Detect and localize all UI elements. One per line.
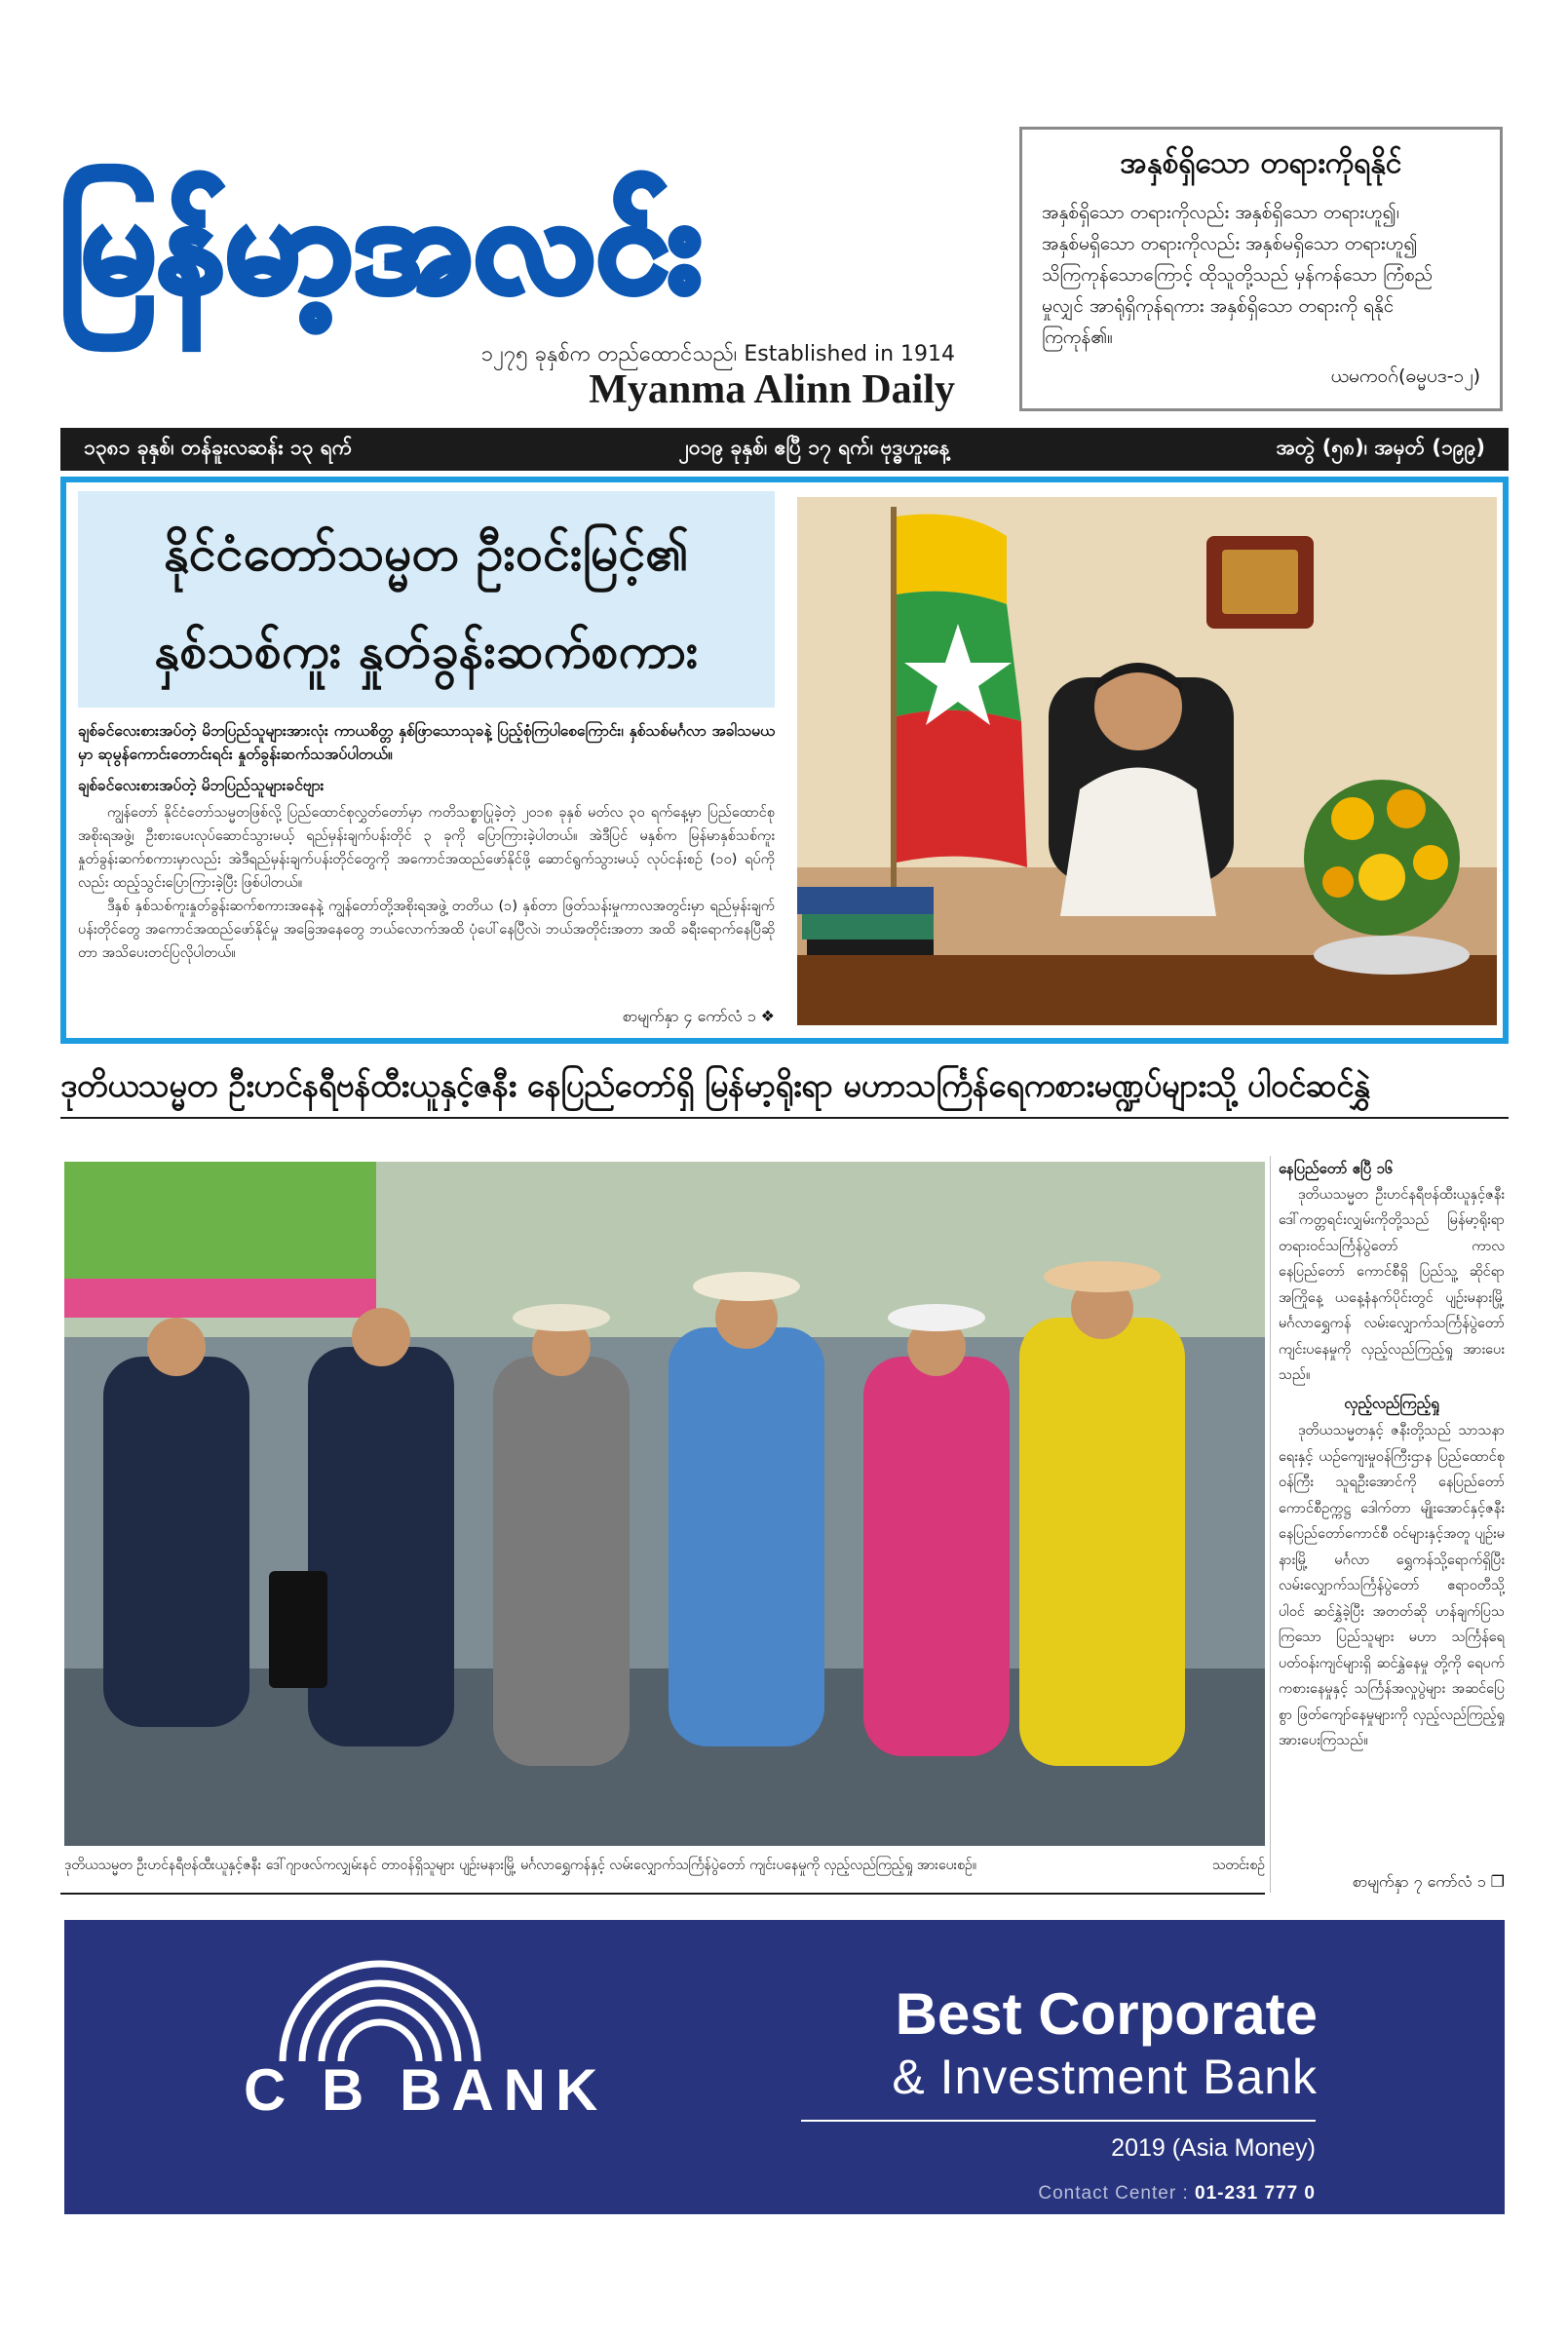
dateline: နေပြည်တော် ဧပြီ ၁၆ [1279, 1160, 1394, 1177]
water-festival-illustration [64, 1162, 1265, 1846]
quote-box [1019, 127, 1503, 411]
lead-paragraph: ဒီနှစ် နှစ်သစ်ကူးနှုတ်ခွန်းဆက်စကားအနေနဲ့ ကျွန်တော်တို့အစိုးရအဖွဲ့ တတိယ (၁) နှစ်တာ ဖြတ်သန်းမှုကာလအတွင်းမှာ ရည်မှန်းချက်ပန်းတိုင်တွေ အကောင်အထည်ဖော်နိုင်မှု အခြေအနေတွေ ဘယ်လောက်အထိ ပုံပေါ်နေပြီလဲ၊ ဘယ်အတိုင်းအတာ အထိ ခရီးရောက်နေပြီဆိုတာ အသိပေးတင်ပြလိုပါတယ်။ [78, 899, 775, 961]
date-bar [60, 428, 1509, 471]
story-paragraph: ဒုတိယသမ္မတနှင့် ဇနီးတို့သည် သာသနာရေးနှင့် ယဉ်ကျေးမှုဝန်ကြီးဌာန ပြည်ထောင်စုဝန်ကြီး သူရဦးအောင်ကို နေပြည်တော်ကောင်စီဥက္ကဋ္ဌ ဒေါက်တာ မျိုးအောင်နှင့်ဇနီး နေပြည်တော်ကောင်စီ ဝင်များနှင့်အတူ ပျဉ်းမနားမြို့ မင်္ဂလာ ရွှေကန်သို့ရောက်ရှိပြီး လမ်းလျှောက်သင်္ကြန်ပွဲတော် ဧရာဝတီသို့ပါဝင် ဆင်နွှဲခဲ့ပြီး အတတ်ဆို ဟန်ချက်ပြသကြသော ပြည်သူများ မဟာ သင်္ကြန်ရေပတ်ဝန်းကျင်များရှိ ဆင်နွှဲနေမှု တို့ကို ရေပက်ကစားနေမှုနှင့် သင်္ကြန်အလှုပွဲများ အဆင်ပြေစွာ ဖြတ်ကျော်နေမှုများကို လှည့်လည်ကြည့်ရှု အားပေးကြသည်။ [1279, 1423, 1505, 1748]
myanmar-date: ၁၃၈၁ ခုနှစ်၊ တန်ခူးလဆန်း ၁၃ ရက် [84, 435, 353, 459]
photo-caption: ဒုတိယသမ္မတ ဦးဟင်နရီဗန်ထီးယူနှင့်ဇနီး ဒေါ်ဂျာဖလ်ကလျှမ်းနင် တာဝန်ရှိသူများ ပျဉ်းမနားမြို့ မင်္ဂလာရွှေကန်နှင့် လမ်းလျှောက်သင်္ကြန်ပွဲတော် ကျင်းပနေမှုကို လှည့်လည်ကြည့်ရှု အားပေးစဉ်။ [64, 1858, 976, 1873]
contact-number: 01-231 777 0 [1195, 2183, 1316, 2204]
bank-name: C B BANK [244, 2057, 608, 2123]
lead-headline [78, 491, 775, 708]
divider [60, 1117, 1509, 1119]
ad-headline: Best Corporate [895, 1981, 1318, 2047]
quote-line: အနှစ်ရှိသော တရားကိုလည်း အနှစ်ရှိသော တရားဟူ၍၊ [1042, 202, 1399, 223]
water-festival-photo [64, 1162, 1265, 1846]
second-continued-link[interactable]: စာမျက်နှာ ၇ ကော်လံ ၁ ❐ [1352, 1872, 1505, 1891]
ad-award: 2019 (Asia Money) [1111, 2134, 1316, 2162]
subheading: လှည့်လည်ကြည့်ရှု [1344, 1394, 1439, 1412]
ad-subheadline: & Investment Bank [892, 2050, 1318, 2104]
lead-paragraph: ကျွန်တော် နိုင်ငံတော်သမ္မတဖြစ်လို့ ပြည်ထောင်စုလွှတ်တော်မှာ ကတိသစ္စာပြုခဲ့တဲ့ ၂၀၁၈ ခုနှစ် မတ်လ ၃၀ ရက်နေ့မှာ ပြည်ထောင်စုအစိုးရအဖွဲ့၊ ဦးစားပေးလုပ်ဆောင်သွားမယ့် ရည်မှန်းချက်ပန်းတိုင် ၃ ခုကို ပြောကြားခဲ့ပါတယ်။ အဲဒီပြင် မနှစ်က မြန်မာနှစ်သစ်ကူး နှုတ်ခွန်းဆက်စကားမှာလည်း အဲဒီရည်မှန်းချက်ပန်းတိုင်တွေကို အကောင်အထည်ဖော်နိုင်ဖို့ ဆောင်ရွက်သွားမယ့် လုပ်ငန်းစဉ် (၁၀) ရပ်ကိုလည်း ထည့်သွင်းပြောကြားခဲ့ပြီး ဖြစ်ပါတယ်။ [78, 805, 775, 891]
lead-intro: ချစ်ခင်လေးစားအပ်တဲ့ မိဘပြည်သူများအားလုံး ကာယစိတ္တ နှစ်ဖြာသောသုခနဲ့ ပြည့်စုံကြပါစေကြောင်း၊ နှစ်သစ်မင်္ဂလာ အခါသမယမှာ ဆုမွန်ကောင်းတောင်းရင်း နှုတ်ခွန်းဆက်သအပ်ပါတယ်။ [78, 722, 775, 763]
quote-line: ကြကုန်၏။ [1042, 326, 1113, 348]
gregorian-date: ၂၀၁၉ ခုနှစ်၊ ဧပြီ ၁၇ ရက်၊ ဗုဒ္ဓဟူးနေ့ [678, 435, 950, 459]
second-headline: ဒုတိယသမ္မတ ဦးဟင်နရီဗန်ထီးယူနှင့်ဇနီး နေပြည်တော်ရှိ မြန်မာ့ရိုးရာ မဟာသင်္ကြန်ရေကစားမဏ္ဍပ်များသို့ ပါဝင်ဆင်နွှဲ [60, 1066, 1370, 1104]
second-story-text [1279, 1156, 1505, 1754]
quote-source: ယမကဝဂ်(ဓမ္မပဒ-၁၂) [1330, 365, 1480, 387]
quote-line: မှုလျှင် အာရုံရှိကုန်ရကား အနှစ်ရှိသော တရားကို ရနိုင် [1042, 295, 1395, 317]
quote-line: အနှစ်မရှိသော တရားကိုလည်း အနှစ်မရှိသော တရားဟူ၍ [1042, 233, 1418, 254]
lead-greeting: ချစ်ခင်လေးစားအပ်တဲ့ မိဘပြည်သူများခင်ဗျား [78, 777, 325, 794]
english-title: Myanma Alinn Daily [589, 367, 955, 412]
cb-bank-logo-icon [263, 1949, 497, 2066]
ad-divider [801, 2120, 1316, 2122]
column-divider [1270, 1156, 1271, 1893]
issue-number: အတွဲ (၅၈)၊ အမှတ် (၁၉၉) [1276, 435, 1485, 459]
divider [60, 1893, 1265, 1895]
contact-label: Contact Center : [1038, 2183, 1195, 2204]
lead-headline-line: နိုင်ငံတော်သမ္မတ ဦးဝင်းမြင့်၏ [164, 525, 689, 582]
president-photo [797, 497, 1497, 1025]
quote-line: သိကြကုန်သောကြောင့် ထိုသူတို့သည် မှန်ကန်သော ကြံစည် [1042, 264, 1433, 286]
lead-body [78, 801, 775, 965]
ad-contact [975, 2183, 1316, 2205]
story-paragraph: ဒုတိယသမ္မတ ဦးဟင်နရီဗန်ထီးယူနှင့်ဇနီး ဒေါ်ကတ္တရင်းလျှမ်းကိုတို့သည် မြန်မာ့ရိုးရာ တရားဝင်သင်္ကြန်ပွဲတော် ကာလ နေပြည်တော် ကောင်စီရှိ ပြည်သူ့ ဆိုင်ရာ အကြိုနေ့ ယနေ့နံနက်ပိုင်းတွင် ပျဉ်းမနားမြို့ မင်္ဂလာရွှေကန် လမ်းလျှောက်သင်္ကြန်ပွဲတော် ကျင်းပနေမှုကို လှည့်လည်ကြည့်ရှု အားပေးသည်။ [1279, 1186, 1505, 1383]
photo-credit: သတင်းစဉ် [1211, 1858, 1265, 1873]
lead-headline-line: နှစ်သစ်ကူး နှုတ်ခွန်းဆက်စကား [154, 623, 699, 679]
established-line: ၁၂၇၅ ခုနှစ်က တည်ထောင်သည်၊ Established in 1914 [480, 342, 955, 366]
quote-title: အနှစ်ရှိသော တရားကိုရနိုင် [1120, 146, 1402, 180]
masthead-logo [60, 134, 962, 357]
masthead-title: မြန်မာ့အလင်း [60, 171, 704, 321]
lead-continued-link[interactable]: စာမျက်နှာ ၄ ကော်လံ ၁ ❖ [622, 1007, 775, 1025]
president-photo-illustration [797, 497, 1497, 1025]
